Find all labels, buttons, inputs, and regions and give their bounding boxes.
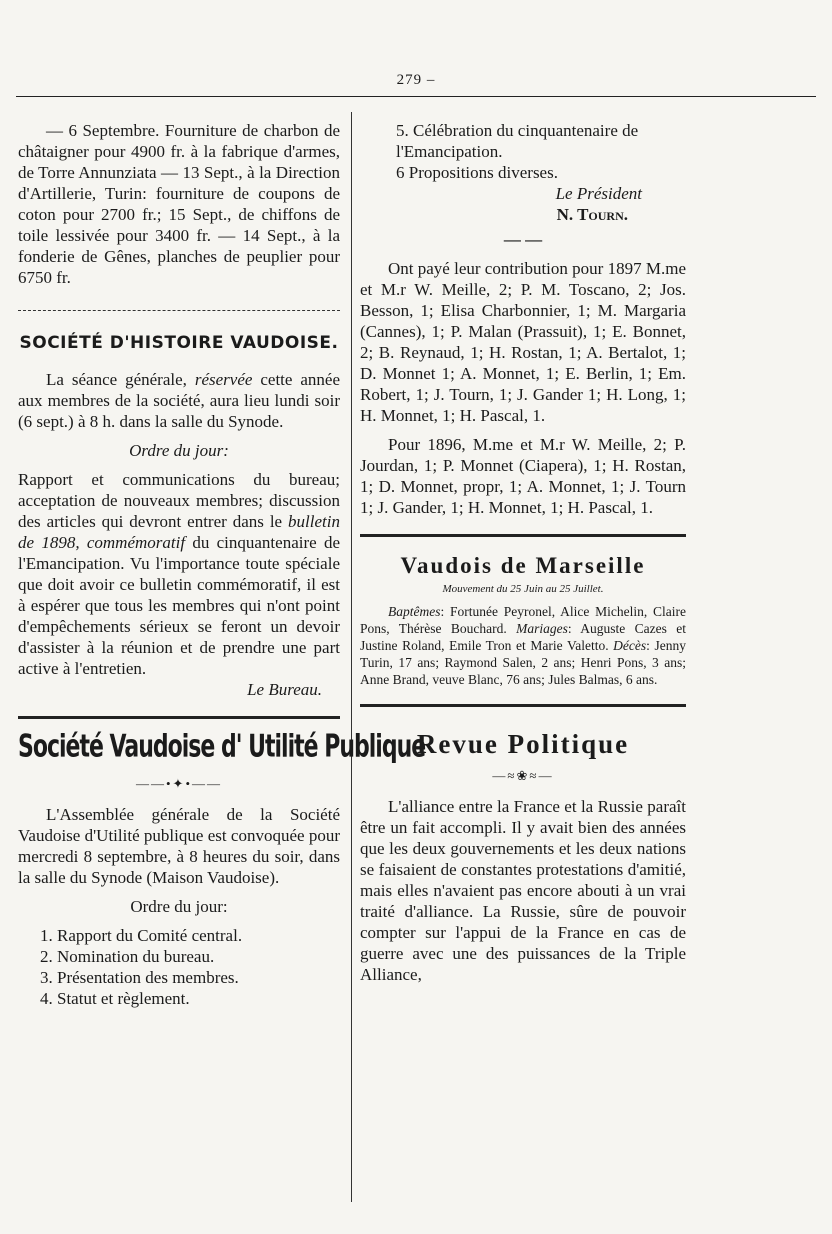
histoire-p1-em: réservée <box>194 370 253 389</box>
histoire-p1-b: cette année aux membres de la société, aura lieu lundi soir (6 sept.) à 8 h. dans la salle du Synode. <box>18 370 341 431</box>
marseille-title: Vaudois de Marseille <box>400 553 646 578</box>
right-column <box>360 120 686 985</box>
column-divider <box>351 112 352 1202</box>
utilite-agenda-list <box>18 925 340 1009</box>
contributions-1896: Pour 1896, M.me et M.r W. Meille, 2; P. Jourdan, 1; P. Monnet (Ciapera), 1; H. Rostan, 1; D. Monnet, propr, 1; A. Monnet, 1; J. Tourn 1; J. Gander, 1; H. Monnet, 1; H. Pascal, 1. <box>360 435 686 517</box>
histoire-ordre-heading <box>18 440 340 461</box>
revue-title: Revue Politique <box>416 729 630 759</box>
deces-label: Décès <box>613 638 647 653</box>
utilite-ornament: ——•✦•—— <box>136 776 222 791</box>
histoire-p2-em: bulletin de 1898, commémoratif <box>18 512 340 552</box>
histoire-p2-a: Rapport et communications du bureau; acceptation de nouveaux membres; discussion des articles qui devront entrer dans le <box>18 470 340 531</box>
utilite-agenda-continued <box>360 120 686 183</box>
histoire-paragraph-2 <box>18 469 340 679</box>
intro-paragraph: — 6 Septembre. Fourniture de charbon de châtaigner pour 4900 fr. à la fabrique d'armes, de Torre Annunziata — 13 Sept., à la Direction d'Artillerie, Turin: fourniture de coupons de coton pour 2700 fr.; 15 Sept., de chiffons de toile lessivée pour 3400 fr. — 14 Sept., à la fonderie de Gênes, planches de peuplier pour 6750 fr. <box>18 121 340 287</box>
baptemes-text: : Fortunée Peyronel, Alice Michelin, Claire Pons, Thérèse Bouchard. <box>360 604 686 636</box>
president-label-text: Le Président <box>555 184 642 203</box>
marseille-subtitle: Mouvement du 25 Juin au 25 Juillet. <box>442 583 604 595</box>
histoire-paragraph-1 <box>18 369 340 432</box>
mariages-label: Mariages <box>516 621 568 636</box>
mariages-text: : Auguste Cazes et Justine Roland, Emile Tron et Marie Valetto. <box>360 621 686 653</box>
president-name: N. Tourn. <box>556 205 628 224</box>
histoire-signature <box>18 679 340 700</box>
header-rule <box>16 96 816 97</box>
marseille-register <box>360 603 686 688</box>
dash-separator: — — <box>503 230 543 249</box>
page-number: 279 – <box>396 72 436 88</box>
president-label <box>360 183 686 204</box>
agenda-item: 2. Nomination du bureau. <box>40 947 215 966</box>
baptemes-label: Baptêmes <box>388 604 441 619</box>
utilite-paragraph: L'Assemblée générale de la Société Vaudoise d'Utilité publique est convoquée pour mercredi 8 septembre, à 8 heures du soir, dans la salle du Synode (Maison Vaudoise). <box>18 805 340 887</box>
revue-ornament: —≈❀≈— <box>492 768 554 783</box>
revue-paragraph: L'alliance entre la France et la Russie paraît être un fait accompli. Il y avait bien des années que les deux gouvernements et les deux nations se faisaient de constantes protestations d'amitié, mais elles n'avaient pas encore abouti à un vrai traité d'alliance. La Russie, sûre de pouvoir compter sur l'appui de la France en cas de guerre avec une des puissances de la Triple Alliance, <box>360 797 686 984</box>
agenda-item: 5. Célébration du cinquantenaire de l'Emancipation. <box>396 121 639 161</box>
agenda-item: 1. Rapport du Comité central. <box>40 926 243 945</box>
utilite-title: Société Vaudoise d' Utilité Publique <box>18 730 426 765</box>
histoire-p1-a: La séance générale, <box>46 370 195 389</box>
deces-text: : Jenny Turin, 17 ans; Raymond Salen, 2 ans; Henri Pons, 3 ans; Anne Brand, veuve Blanc, 76 ans; Jules Balmas, 6 ans. <box>360 638 687 687</box>
agenda-item: 6 Propositions diverses. <box>396 163 558 182</box>
histoire-sign: Le Bureau. <box>247 680 322 699</box>
histoire-ordre: Ordre du jour: <box>129 441 229 460</box>
histoire-p2-b: du cinquantenaire de l'Emancipation. Vu l'importance toute spéciale que doit avoir ce bulletin commémoratif, il est à espérer que tous les membres qui n'ont point d'empêchements sérieux se feront un devoir d'assister à la réunion et de prendre une part active à l'entretien. <box>18 533 340 678</box>
contributions-1897: Ont payé leur contribution pour 1897 M.me et M.r W. Meille, 2; P. M. Toscano, 2; Jos. Besson, 1; Elisa Charbonnier, 1; M. Margaria (Cannes), 1; P. Malan (Prassuit), 1; E. Bonnet, 2; B. Reynaud, 1; H. Rostan, 1; A. Bertalot, 1; D. Monnet 1; A. Monnet, 1; E. Berlin, 1; Em. Robert, 1; J. Tourn, 1; J. Gander 1; H. Long, 1; H. Monnet, 1; H. Pascal, 1. <box>360 259 686 425</box>
agenda-item: 4. Statut et règlement. <box>40 989 190 1008</box>
histoire-title: SOCIÉTÉ D'HISTOIRE VAUDOISE. <box>19 333 339 353</box>
agenda-item: 3. Présentation des membres. <box>40 968 239 987</box>
utilite-ordre-heading: Ordre du jour: <box>130 897 228 916</box>
